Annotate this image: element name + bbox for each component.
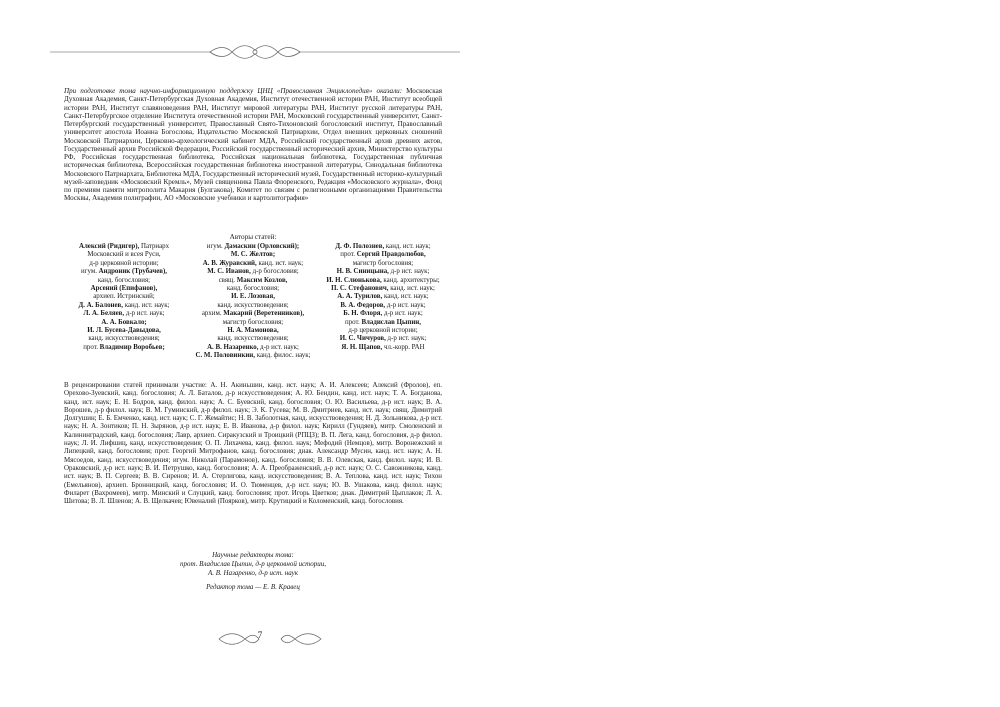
author-detail: Патриарх (139, 243, 170, 250)
author-detail: Московский и всея Руси, (87, 251, 161, 259)
author-detail: канд. ист. наук; (384, 243, 431, 250)
author-detail: архим. (201, 310, 224, 318)
author-name: М. С. Иванов, (207, 268, 251, 276)
author-detail: д-р церковной истории; (89, 259, 159, 267)
author-line (190, 251, 316, 259)
author-line (190, 285, 316, 293)
author-detail: д-р ист. наук; (388, 268, 430, 276)
author-name: Д. Ф. Полознев, (335, 243, 385, 250)
author-detail: д-р ист. наук; (124, 310, 165, 318)
author-line (62, 285, 186, 293)
author-name: А. В. Назаренко, (207, 343, 259, 351)
author-detail: прот. (340, 251, 357, 259)
author-detail: прот. (83, 343, 100, 351)
footer-ornament (215, 628, 325, 650)
author-detail: канд. ист. наук; (382, 293, 429, 301)
author-name: Макарий (Веретенников), (223, 310, 305, 318)
author-line (62, 268, 186, 276)
authors-heading: Авторы статей: (229, 233, 277, 241)
author-line (190, 260, 316, 268)
scientific-editors (64, 551, 442, 578)
author-name: А. В. Журавский, (202, 259, 257, 267)
author-name: А. А. Турилов, (337, 293, 383, 301)
author-detail: канд. искусствоведения; (217, 335, 289, 343)
support-statement (64, 87, 442, 203)
editors-line-2: А. В. Назаренко, д-р ист. наук (207, 569, 299, 577)
author-detail: канд. ист. наук; (256, 259, 304, 267)
author-line (62, 243, 186, 251)
support-lead: При подготовке тома научно-информационную поддержку ЦНЦ «Православная Энциклопедия» оказали: (64, 87, 403, 95)
author-name: П. С. Стефанович, (331, 285, 389, 293)
authors-column-3 (320, 243, 446, 352)
author-detail: игум. (80, 268, 99, 276)
author-name: И. Л. Бусева-Давыдова, (87, 327, 161, 335)
author-name: Владимир Воробьев; (99, 343, 165, 351)
author-name: Б. Н. Флоря, (343, 310, 383, 318)
author-detail: канд. искусствоведения; (88, 335, 160, 343)
author-line (190, 302, 316, 310)
author-line (320, 310, 446, 318)
author-line (190, 344, 316, 352)
author-detail: д-р церковной истории; (348, 327, 418, 335)
author-name: Арсений (Епифанов), (90, 285, 158, 293)
editors-line-1: прот. Владислав Цыпин, д-р церковной истории, (180, 560, 326, 568)
author-line (62, 310, 186, 318)
author-detail: канд. архитектуры; (381, 276, 440, 284)
author-name: Я. Н. Щапов, (341, 343, 383, 351)
author-line (320, 302, 446, 310)
author-detail: магистр богословия; (222, 318, 284, 326)
volume-editor: Редактор тома — Е. В. Кравец (206, 583, 300, 591)
author-detail: д-р ист. наук; (258, 343, 299, 351)
author-name: И. С. Чичуров, (339, 335, 386, 343)
author-line (320, 268, 446, 276)
author-line (62, 327, 186, 335)
author-detail: игум. (206, 243, 225, 250)
authors-column-1 (62, 243, 186, 352)
author-detail: канд. филос. наук; (255, 352, 311, 360)
author-name: И. Е. Лозовая, (231, 293, 275, 301)
author-line (62, 319, 186, 327)
author-line (320, 293, 446, 301)
support-institutions: Московская Духовная Академия, Санкт-Петербургская Духовная Академия, Институт отечественной истории РАН, Институт всеобщей истории РАН, Институт славяноведения РАН, Институт мировой литературы РАН, Институт русской литературы РАН, Санкт-Петербургское отделение Института отечественной истории РАН, Московский государственный университет, Санкт-Петербургский государственный университет, Православный Свято-Тихоновский богословский институт, Православный университет апостола Иоанна Богослова, Издательство Московской Патриархии, Отдел внешних церковных сношений Московской Патриархии, Церковно-археологический кабинет МДА, Российский государственный архив древних актов, Государственный архив Российской Федерации, Российский государственный исторический архив, Министерство культуры РФ, Российская государственная библиотека, Российская национальная библиотека, Государственная публичная историческая библиотека, Всероссийская государственная библиотека иностранной литературы, Синодальная библиотека Московского Патриархата, Библиотека МДА, Государственный исторический музей, Государственный историко-культурный музей-заповедник «Московский Кремль», Музей священника Павла Флоренского, Редакция «Московского журнала», Фонд по премиям памяти митрополита Макария (Булгакова), Комитет по связям с религиозными организациями Правительства Москвы, Академия полиграфии, АО «Московские учебники и картолитография» (64, 87, 442, 203)
author-line (320, 260, 446, 268)
author-line (190, 277, 316, 285)
author-detail: канд. ист. наук; (388, 285, 435, 293)
author-line (62, 344, 186, 352)
author-detail: д-р ист. наук; (385, 335, 427, 343)
author-line (320, 285, 446, 293)
author-detail: магистр богословия; (352, 259, 414, 267)
author-detail: канд. богословия; (97, 276, 151, 284)
author-name: М. С. Желтов; (230, 251, 276, 259)
author-line (62, 335, 186, 343)
author-line (190, 352, 316, 360)
author-line (320, 243, 446, 251)
author-name: Н. В. Синицына, (336, 268, 389, 276)
author-detail: архиеп. Истринский; (93, 293, 155, 301)
author-line (190, 310, 316, 318)
author-name: Максим Козлов, (236, 276, 288, 284)
author-name: Сергий Правдолюбов, (356, 251, 426, 259)
author-line (62, 251, 186, 259)
reviewers-paragraph: В рецензировании статей принимали участие: А. Н. Акиньшин, канд. ист. наук; А. И. Алексеев; Алексий (Фролов), еп. Орехово-Зуевский, канд. богословия; А. Л. Баталов, д-р искусствоведения; А. Ю. Бендин, канд. ист. наук; Т. А. Богданова, канд. ист. наук; Е. Н. Бодров, канд. филол. наук; А. С. Буевский, канд. богословия; О. Ю. Васильева, д-р ист. наук; В. А. Ворошев, д-р филол. наук; В. М. Гуминский, д-р филол. наук; Э. К. Гусева; М. В. Дмитриев, канд. ист. наук; свящ. Димитрий Долгушин; Е. Б. Емченко, канд. ист. наук; С. Г. Жемайтис; Н. В. Заболотная, канд. искусствоведения; Н. Д. Зольникова, д-р ист. наук; Н. А. Зонтиков; П. Н. Зырянов, д-р ист. наук; Е. В. Иванова, д-р филол. наук; Кирилл (Гундяев), митр. Смоленский и Калининградский, канд. богословия; Лавр, архиеп. Сиракузский и Троицкий (РПЦЗ); В. П. Лега, канд. богословия, д-р филол. наук; Л. И. Лифшиц, канд. искусствоведения; О. П. Лихачева, канд. филол. наук; Мефодий (Немцов), митр. Воронежский и Липецкий, канд. богословия; прот. Георгий Митрофанов, канд. богословия; диак. Александр Мусин, канд. ист. наук; А. Н. Мясоедов, канд. искусствоведения; игум. Николай (Парамонов), канд. богословия; В. В. Олевская, канд. филол. наук; И. В. Ораковский, д-р ист. наук; В. И. Петрушко, канд. богословия; А. А. Преображенский, д-р ист. наук; О. С. Савожникова, канд. ист. наук; В. П. Сергеев; В. В. Сиренов; И. А. Стерлигова, канд. искусствоведения; В. А. Теплова, канд. ист. наук; Тихон (Емельянов), архиеп. Бронницкий, канд. богословия; И. О. Тюменцев, д-р ист. наук; Ю. В. Ушакова, канд. филол. наук; Филарет (Вахромеев), митр. Минский и Слуцкий, канд. богословия; прот. Игорь Цветков; диак. Димитрий Цыплаков; Л. А. Шитова; В. Л. Шленов; А. В. Щелкачев; Ювеналий (Поярков), митр. Крутицкий и Коломенский, канд. богословия. (64, 381, 442, 506)
author-detail: д-р ист. наук; (385, 301, 426, 309)
author-line (62, 260, 186, 268)
author-line (320, 335, 446, 343)
author-line (320, 319, 446, 327)
author-name: Владислав Цыпин, (361, 318, 421, 326)
author-line (320, 251, 446, 259)
author-name: С. М. Половинкин, (195, 352, 256, 360)
author-detail: д-р богословия; (250, 268, 299, 276)
header-ornament-rule (50, 42, 460, 62)
author-name: Алексий (Ридигер), (78, 243, 140, 250)
author-detail: д-р ист. наук; (382, 310, 423, 318)
author-name: Дамаскин (Орловский); (224, 243, 300, 250)
author-name: И. Н. Слюнькова, (326, 276, 382, 284)
page-number: 7 (257, 630, 263, 640)
author-name: Д. А. Балонев, (78, 301, 123, 309)
author-detail: канд. богословия; (226, 285, 280, 293)
author-detail: чл.-корр. РАН (382, 343, 425, 351)
authors-column-2 (190, 243, 316, 361)
author-line (320, 344, 446, 352)
author-line (62, 277, 186, 285)
author-line (190, 319, 316, 327)
author-line (190, 243, 316, 251)
author-detail: канд. искусствоведения; (217, 301, 289, 309)
author-detail: прот. (345, 318, 362, 326)
author-line (320, 277, 446, 285)
author-name: В. А. Федоров, (340, 301, 386, 309)
author-line (62, 302, 186, 310)
author-name: Н. А. Мамонова, (227, 327, 279, 335)
author-name: А. А. Бовкало; (101, 318, 147, 326)
author-name: Андроник (Трубачев), (98, 268, 168, 276)
author-name: Л. А. Беляев, (83, 310, 125, 318)
author-line (190, 327, 316, 335)
editors-heading: Научные редакторы тома: (212, 551, 294, 559)
author-detail: канд. ист. наук; (123, 301, 170, 309)
author-line (190, 268, 316, 276)
author-line (62, 293, 186, 301)
author-line (190, 293, 316, 301)
author-line (190, 335, 316, 343)
author-detail: свящ. (218, 276, 237, 284)
author-line (320, 327, 446, 335)
